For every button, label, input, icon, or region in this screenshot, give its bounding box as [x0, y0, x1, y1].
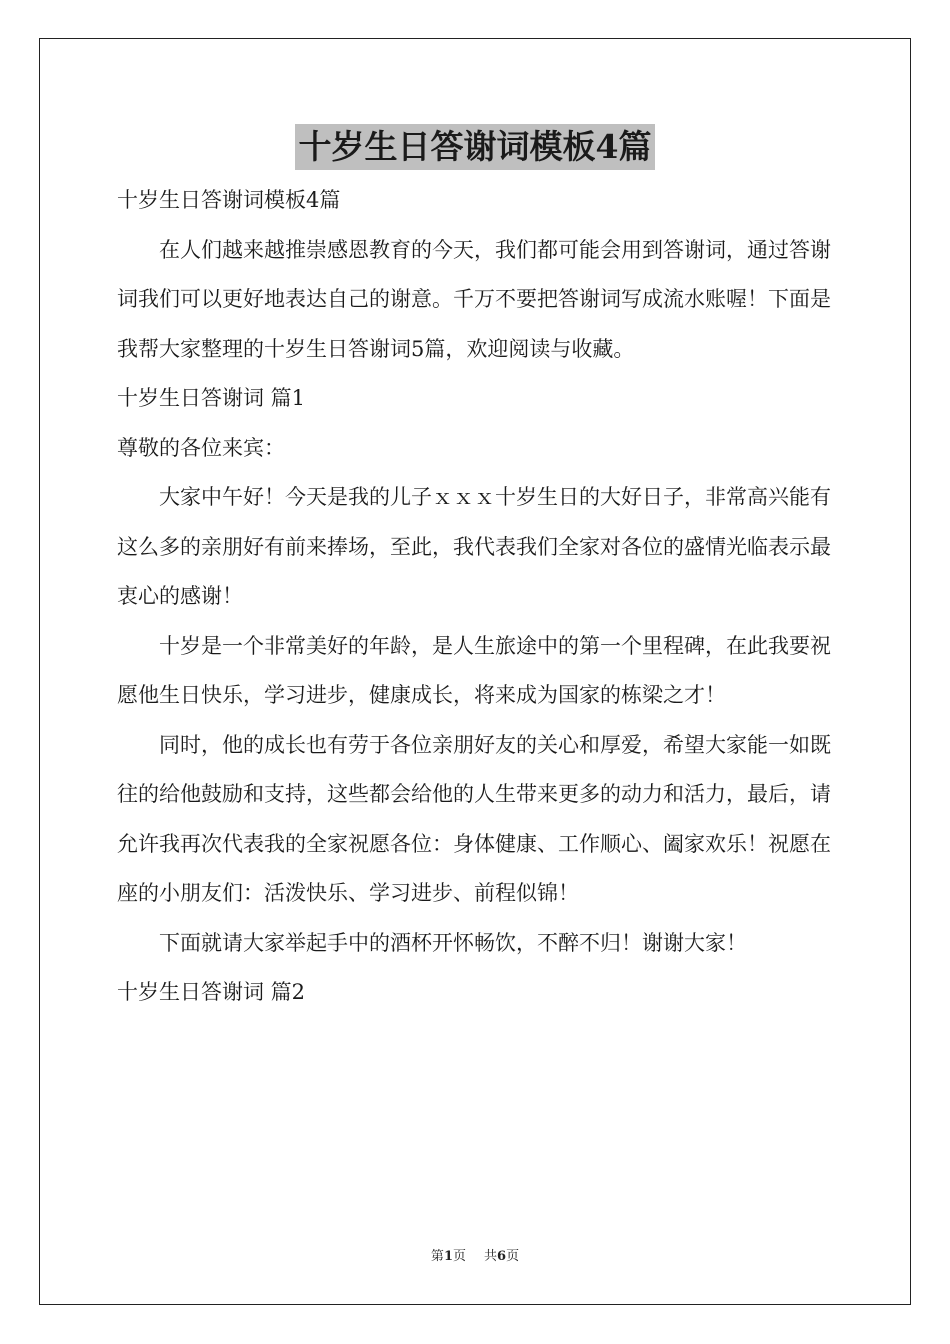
total-prefix: 共 — [484, 1249, 498, 1264]
paragraph: 十岁生日答谢词模板4篇 — [117, 188, 341, 212]
title-container — [0, 124, 950, 170]
page-suffix: 页 — [452, 1249, 466, 1264]
document-body — [117, 176, 833, 1018]
page-number: 1 — [443, 1249, 453, 1264]
total-pages: 6 — [497, 1249, 507, 1264]
paragraph: 同时，他的成长也有劳于各位亲朋好友的关心和厚爱，希望大家能一如既往的给他鼓励和支持，这些都会给他的人生带来更多的动力和活力，最后，请允许我再次代表我的全家祝愿各位：身体健康、工作顺心、阖家欢乐！祝愿在座的小朋友们：活泼快乐、学习进步、前程似锦！ — [117, 732, 831, 905]
paragraph: 大家中午好！今天是我的儿子ｘｘｘ十岁生日的大好日子，非常高兴能有这么多的亲朋好有前来捧场，至此，我代表我们全家对各位的盛情光临表示最衷心的感谢！ — [117, 485, 831, 608]
section-heading: 十岁生日答谢词 篇1 — [117, 386, 306, 410]
page-footer — [0, 1245, 950, 1264]
paragraph: 在人们越来越推崇感恩教育的今天，我们都可能会用到答谢词，通过答谢词我们可以更好地表达自己的谢意。千万不要把答谢词写成流水账喔！下面是我帮大家整理的十岁生日答谢词5篇，欢迎阅读与收藏。 — [117, 237, 831, 361]
total-suffix: 页 — [506, 1249, 520, 1264]
page-prefix: 第 — [430, 1249, 444, 1264]
paragraph: 尊敬的各位来宾： — [117, 435, 285, 460]
paragraph: 下面就请大家举起手中的酒杯开怀畅饮，不醉不归！谢谢大家！ — [159, 930, 747, 955]
paragraph: 十岁是一个非常美好的年龄，是人生旅途中的第一个里程碑，在此我要祝愿他生日快乐，学习进步，健康成长，将来成为国家的栋梁之才！ — [117, 633, 831, 707]
document-title: 十岁生日答谢词模板4篇 — [295, 124, 656, 170]
section-heading: 十岁生日答谢词 篇2 — [117, 980, 306, 1004]
